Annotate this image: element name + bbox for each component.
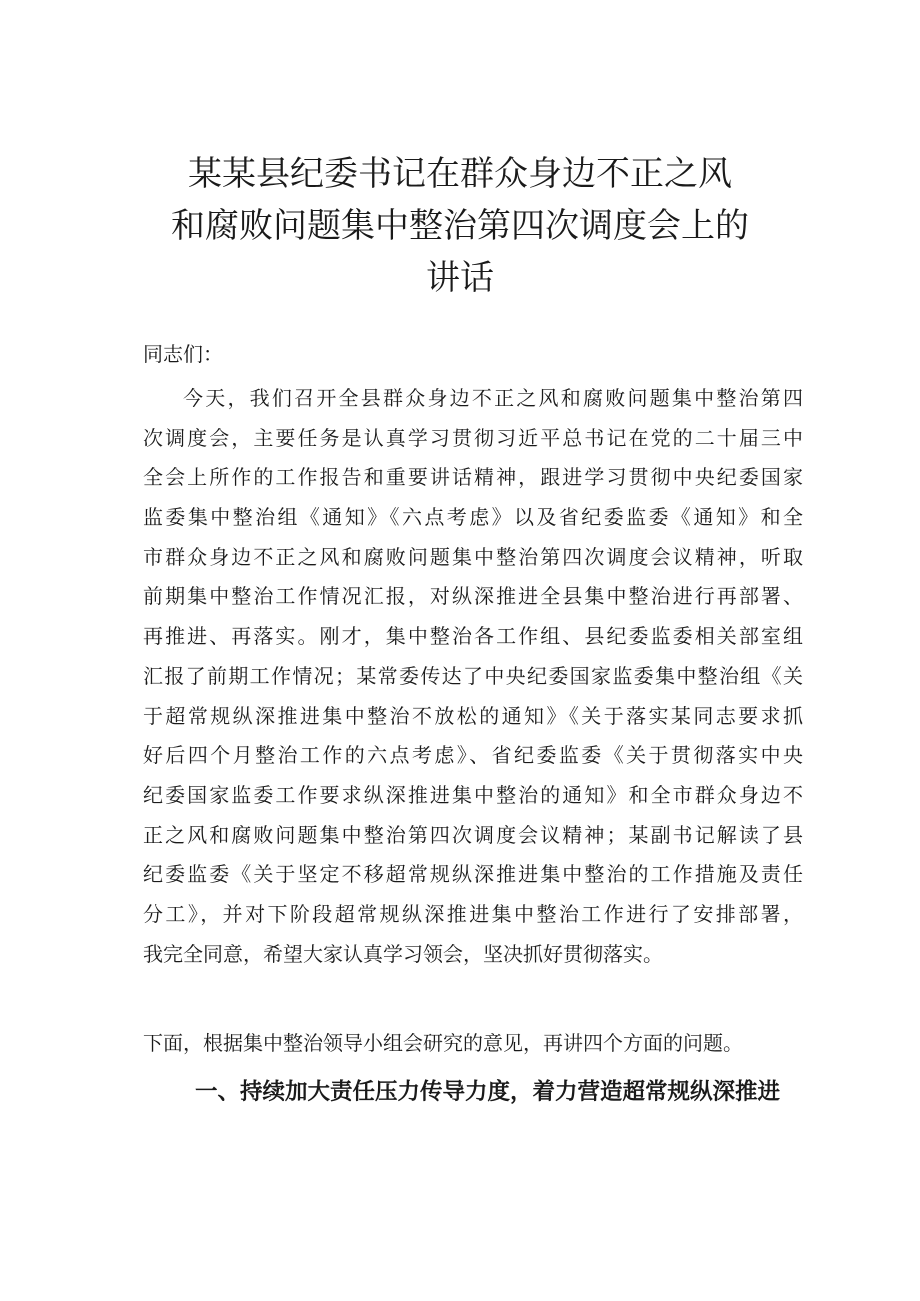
paragraph-line: 前期集中整治工作情况汇报，对纵深推进全县集中整治进行再部署、 <box>143 584 803 609</box>
transition-paragraph: 下面，根据集中整治领导小组会研究的意见，再讲四个方面的问题。 <box>143 1031 743 1055</box>
title-line-2: 和腐败问题集中整治第四次调度会上的 <box>171 206 749 246</box>
paragraph-line: 好后四个月整治工作的六点考虑》、省纪委监委《关于贯彻落实中央 <box>143 743 803 768</box>
title-line-1: 某某县纪委书记在群众身边不正之风 <box>188 154 732 194</box>
title-line-3: 讲话 <box>426 258 494 298</box>
section-heading-1: 一、持续加大责任压力传导力度，着力营造超常规纵深推进 <box>195 1079 781 1105</box>
paragraph-line: 我完全同意，希望大家认真学习领会，坚决抓好贯彻落实。 <box>143 941 663 966</box>
paragraph-line: 次调度会，主要任务是认真学习贯彻习近平总书记在党的二十届三中 <box>143 425 803 450</box>
paragraph-line: 监委集中整治组《通知》《六点考虑》以及省纪委监委《通知》和全 <box>143 505 803 530</box>
paragraph-line: 分工》，并对下阶段超常规纵深推进集中整治工作进行了安排部署， <box>143 901 803 926</box>
paragraph-line: 纪委监委《关于坚定不移超常规纵深推进集中整治的工作措施及责任 <box>143 862 803 887</box>
paragraph-line: 全会上所作的工作报告和重要讲话精神，跟进学习贯彻中央纪委国家 <box>143 465 803 490</box>
salutation: 同志们： <box>143 342 223 366</box>
paragraph-line: 市群众身边不正之风和腐败问题集中整治第四次调度会议精神，听取 <box>143 544 803 569</box>
opening-paragraph <box>143 379 803 974</box>
paragraph-line: 于超常规纵深推进集中整治不放松的通知》《关于落实某同志要求抓 <box>143 703 803 728</box>
document-title <box>0 148 920 304</box>
paragraph-line: 正之风和腐败问题集中整治第四次调度会议精神；某副书记解读了县 <box>143 822 803 847</box>
paragraph-line: 纪委国家监委工作要求纵深推进集中整治的通知》和全市群众身边不 <box>143 782 803 807</box>
paragraph-line: 汇报了前期工作情况；某常委传达了中央纪委国家监委集中整治组《关 <box>143 663 803 688</box>
paragraph-line: 今天，我们召开全县群众身边不正之风和腐败问题集中整治第四 <box>183 386 803 410</box>
paragraph-line: 再推进、再落实。刚才，集中整治各工作组、县纪委监委相关部室组 <box>143 624 803 649</box>
